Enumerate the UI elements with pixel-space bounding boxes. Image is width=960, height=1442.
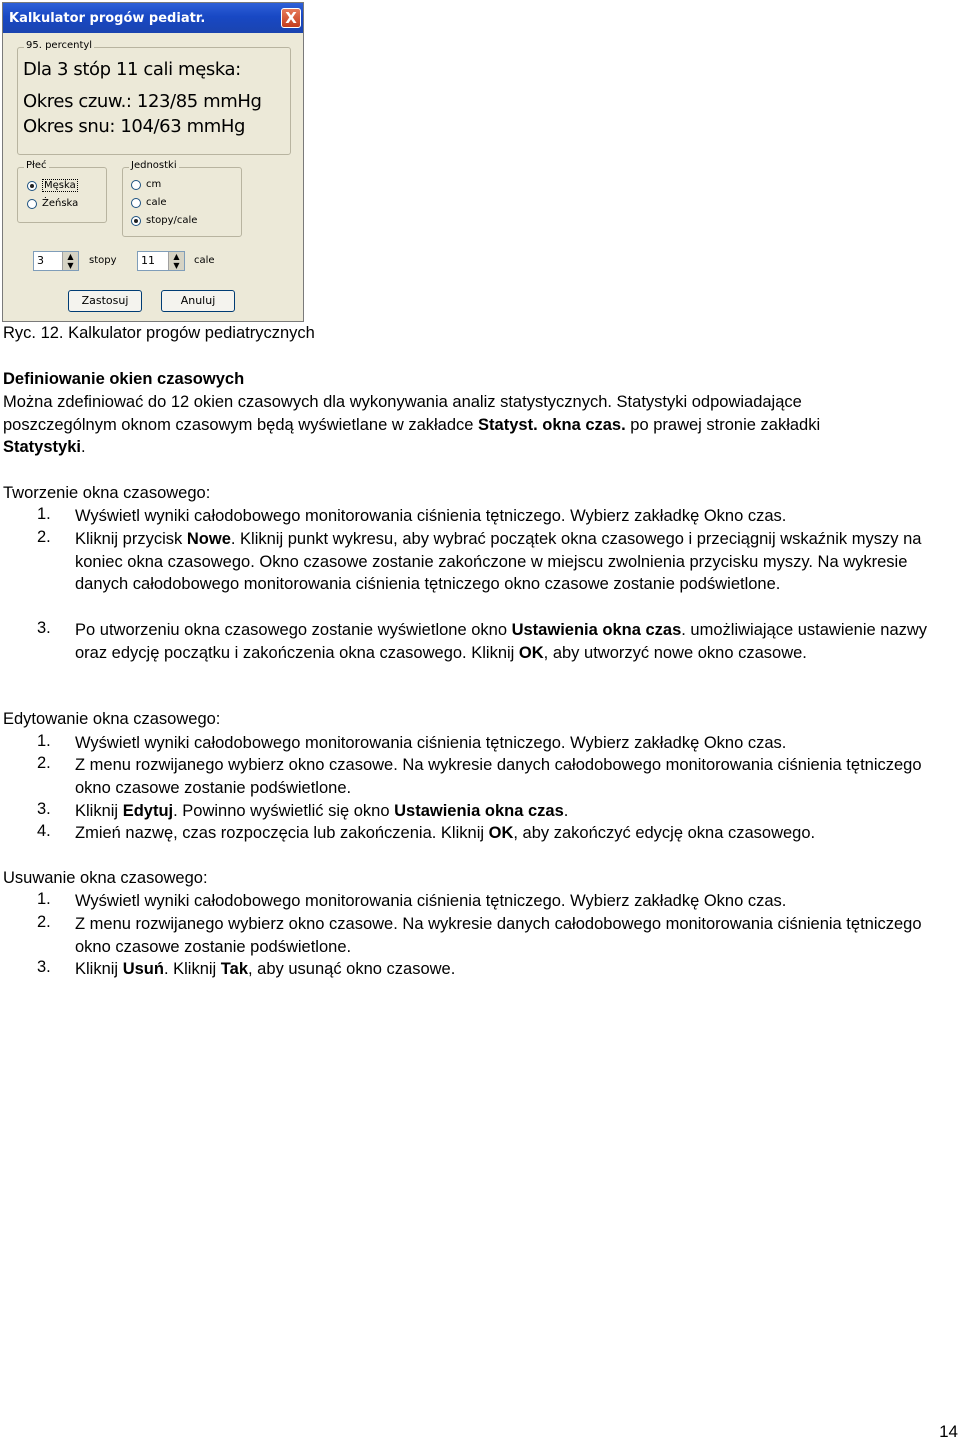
- result-sleep: Okres snu: 104/63 mmHg: [23, 116, 246, 137]
- intro-bold-tab: Statystyki: [3, 438, 81, 456]
- text-run: Z menu rozwijanego wybierz okno czasowe. Na wykresie danych całodobowego monitorowania ciśnienia tętniczego okno czasowe zostanie podświetlone.: [75, 915, 922, 956]
- gender-legend: Płeć: [26, 160, 47, 171]
- list-text: [75, 800, 960, 823]
- create-heading: Tworzenie okna czasowego:: [3, 484, 211, 502]
- list-text: [75, 958, 960, 981]
- text-run: Po utworzeniu okna czasowego zostanie wyświetlone okno: [75, 621, 512, 639]
- dialog-titlebar[interactable]: [3, 3, 303, 33]
- figure-caption: Ryc. 12. Kalkulator progów pediatrycznych: [3, 324, 315, 342]
- dialog-title: Kalkulator progów pediatr.: [9, 10, 206, 26]
- text-run: Z menu rozwijanego wybierz okno czasowe. Na wykresie danych całodobowego monitorowania ciśnienia tętniczego okno czasowe zostanie podświetlone.: [75, 756, 922, 797]
- text-run: . Powinno wyświetlić się okno: [173, 802, 395, 820]
- intro-line-2: [3, 416, 820, 435]
- gender-female-option[interactable]: [27, 198, 78, 209]
- inches-spin-arrows-icon[interactable]: ▲ ▼: [168, 252, 184, 270]
- ui-term: OK: [488, 824, 514, 842]
- list-number: 3.: [37, 619, 51, 637]
- units-cm-option[interactable]: [131, 179, 161, 190]
- text-run: Zmień nazwę, czas rozpoczęcia lub zakończenia. Kliknij: [75, 824, 489, 842]
- feet-stepper[interactable]: [33, 251, 79, 271]
- radio-inch[interactable]: [131, 198, 141, 208]
- list-text: [75, 822, 960, 845]
- list-text: [75, 913, 960, 958]
- apply-button[interactable]: Zastosuj: [68, 290, 142, 312]
- text-run: Wyświetl wyniki całodobowego monitorowania ciśnienia tętniczego. Wybierz zakładkę Okno czas.: [75, 507, 787, 525]
- inches-stepper[interactable]: [137, 251, 185, 271]
- list-number: 1.: [37, 732, 51, 750]
- list-number: 2.: [37, 913, 51, 931]
- intro-text: .: [80, 438, 86, 456]
- radio-cm[interactable]: [131, 180, 141, 190]
- units-ftin-label: stopy/cale: [146, 215, 198, 226]
- list-text: [75, 754, 960, 799]
- units-ftin-option[interactable]: [131, 215, 197, 226]
- ui-term: Usuń: [122, 960, 164, 978]
- ui-term: Ustawienia okna czas: [511, 621, 682, 639]
- list-number: 1.: [37, 890, 51, 908]
- result-title: Dla 3 stóp 11 cali męska:: [23, 59, 241, 80]
- intro-text: po prawej stronie zakładki: [625, 416, 821, 434]
- list-number: 2.: [37, 528, 51, 546]
- intro-bold-tab: Statyst. okna czas.: [478, 416, 626, 434]
- ui-term: Ustawienia okna czas: [394, 802, 564, 820]
- gender-group: [17, 160, 107, 223]
- feet-value: 3: [37, 254, 44, 267]
- list-number: 1.: [37, 505, 51, 523]
- edit-heading: Edytowanie okna czasowego:: [3, 710, 221, 728]
- page-number: 14: [939, 1422, 958, 1441]
- result-awake: Okres czuw.: 123/85 mmHg: [23, 91, 262, 112]
- intro-line-3: [3, 438, 86, 457]
- radio-female[interactable]: [27, 199, 37, 209]
- gender-male-label: Męska: [44, 180, 76, 191]
- list-text: [75, 732, 960, 755]
- text-run: . Kliknij: [163, 960, 221, 978]
- delete-heading: Usuwanie okna czasowego:: [3, 869, 208, 887]
- list-number: 2.: [37, 754, 51, 772]
- pediatric-threshold-dialog: [2, 2, 304, 322]
- list-text: [75, 528, 960, 596]
- units-inch-option[interactable]: [131, 197, 167, 208]
- list-text: [75, 619, 960, 664]
- intro-line-1: Można zdefiniować do 12 okien czasowych dla wykonywania analiz statystycznych. Statystyki odpowiadające: [3, 393, 802, 411]
- text-run: , aby zakończyć edycję okna czasowego.: [513, 824, 816, 842]
- list-number: 3.: [37, 800, 51, 818]
- section-title: Definiowanie okien czasowych: [3, 370, 245, 388]
- ui-term: Tak: [220, 960, 249, 978]
- units-inch-label: cale: [146, 197, 167, 208]
- ui-term: Nowe: [186, 530, 231, 548]
- inches-label: cale: [194, 255, 215, 266]
- radio-male[interactable]: [27, 181, 37, 191]
- list-text: [75, 505, 960, 528]
- radio-ftin[interactable]: [131, 216, 141, 226]
- gender-female-label: Żeńska: [42, 198, 79, 209]
- percentile-legend: 95. percentyl: [26, 40, 93, 51]
- text-run: . Kliknij punkt wykresu, aby wybrać początek okna czasowego i przeciągnij wskaźnik myszy na koniec okna czasowego. Okno czasowe zostanie zakończone w miejscu zwolnienia przycisku myszy. Na wykresie danych całodobowego monitorowania ciśnienia tętniczego okno czasowe zostanie podświetlone.: [75, 530, 922, 594]
- text-run: Kliknij: [75, 802, 123, 820]
- text-run: Kliknij przycisk: [75, 530, 187, 548]
- list-number: 3.: [37, 958, 51, 976]
- text-run: Kliknij: [75, 960, 123, 978]
- units-legend: Jednostki: [131, 160, 177, 171]
- close-icon[interactable]: X: [281, 8, 301, 28]
- gender-male-option[interactable]: [27, 179, 78, 192]
- list-number: 4.: [37, 822, 51, 840]
- intro-text: poszczególnym oknom czasowym będą wyświetlane w zakładce: [3, 416, 479, 434]
- ui-term: OK: [518, 643, 544, 662]
- text-run: , aby usunąć okno czasowe.: [248, 960, 456, 978]
- text-run: .: [563, 802, 569, 820]
- feet-spin-arrows-icon[interactable]: ▲ ▼: [62, 252, 78, 270]
- text-run: Wyświetl wyniki całodobowego monitorowania ciśnienia tętniczego. Wybierz zakładkę Okno czas.: [75, 892, 787, 910]
- list-text: [75, 890, 960, 913]
- inches-value: 11: [141, 254, 155, 267]
- text-run: Wyświetl wyniki całodobowego monitorowania ciśnienia tętniczego. Wybierz zakładkę Okno czas.: [75, 734, 787, 752]
- text-run: . umożliwiające ustawienie nazwy oraz edycję początku i zakończenia okna czasowego. Kliknij: [75, 621, 928, 662]
- units-cm-label: cm: [146, 179, 162, 190]
- ui-term: Edytuj: [122, 802, 174, 820]
- cancel-button[interactable]: Anuluj: [161, 290, 235, 312]
- text-run: , aby utworzyć nowe okno czasowe.: [543, 643, 807, 662]
- feet-label: stopy: [89, 255, 117, 266]
